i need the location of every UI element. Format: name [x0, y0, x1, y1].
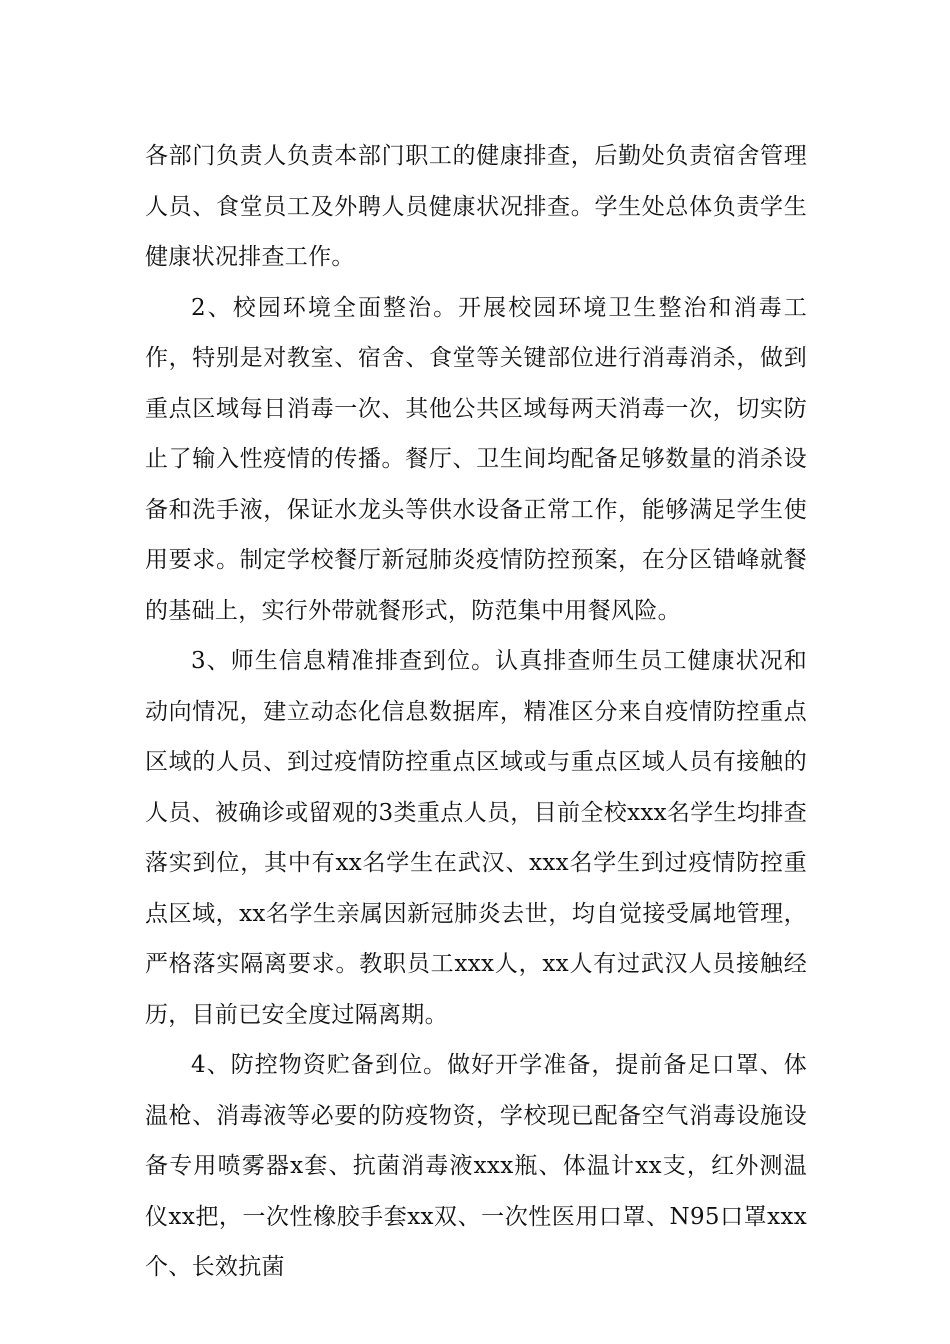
- paragraph-supplies-reserve: 4、防控物资贮备到位。做好开学准备，提前备足口罩、体温枪、消毒液等必要的防疫物资，学校现已配备空气消毒设施设备专用喷雾器x套、抗菌消毒液xxx瓶、体温计xx支，红外测温仪xx把，一次性橡胶手套xx双、一次性医用口罩、N95口罩xxx个、长效抗菌: [145, 1052, 807, 1280]
- paragraph-campus-environment: 2、校园环境全面整治。开展校园环境卫生整治和消毒工作，特别是对教室、宿舍、食堂等关键部位进行消毒消杀，做到重点区域每日消毒一次、其他公共区域每两天消毒一次，切实防止了输入性疫情的传播。餐厅、卫生间均配备足够数量的消杀设备和洗手液，保证水龙头等供水设备正常工作，能够满足学生使用要求。制定学校餐厅新冠肺炎疫情防控预案，在分区错峰就餐的基础上，实行外带就餐形式，防范集中用餐风险。: [145, 294, 807, 624]
- paragraph-health-screening: 各部门负责人负责本部门职工的健康排查，后勤处负责宿舍管理人员、食堂员工及外聘人员健康状况排查。学生处总体负责学生健康状况排查工作。: [145, 143, 807, 270]
- paragraph-info-screening: 3、师生信息精准排查到位。认真排查师生员工健康状况和动向情况，建立动态化信息数据库，精准区分来自疫情防控重点区域的人员、到过疫情防控重点区域或与重点区域人员有接触的人员、被确诊或留观的3类重点人员，目前全校xxx名学生均排查落实到位，其中有xx名学生在武汉、xxx名学生到过疫情防控重点区域，xx名学生亲属因新冠肺炎去世，均自觉接受属地管理，严格落实隔离要求。教职员工xxx人，xx人有过武汉人员接触经历，目前已安全度过隔离期。: [145, 648, 807, 1028]
- document-body: [145, 131, 807, 1293]
